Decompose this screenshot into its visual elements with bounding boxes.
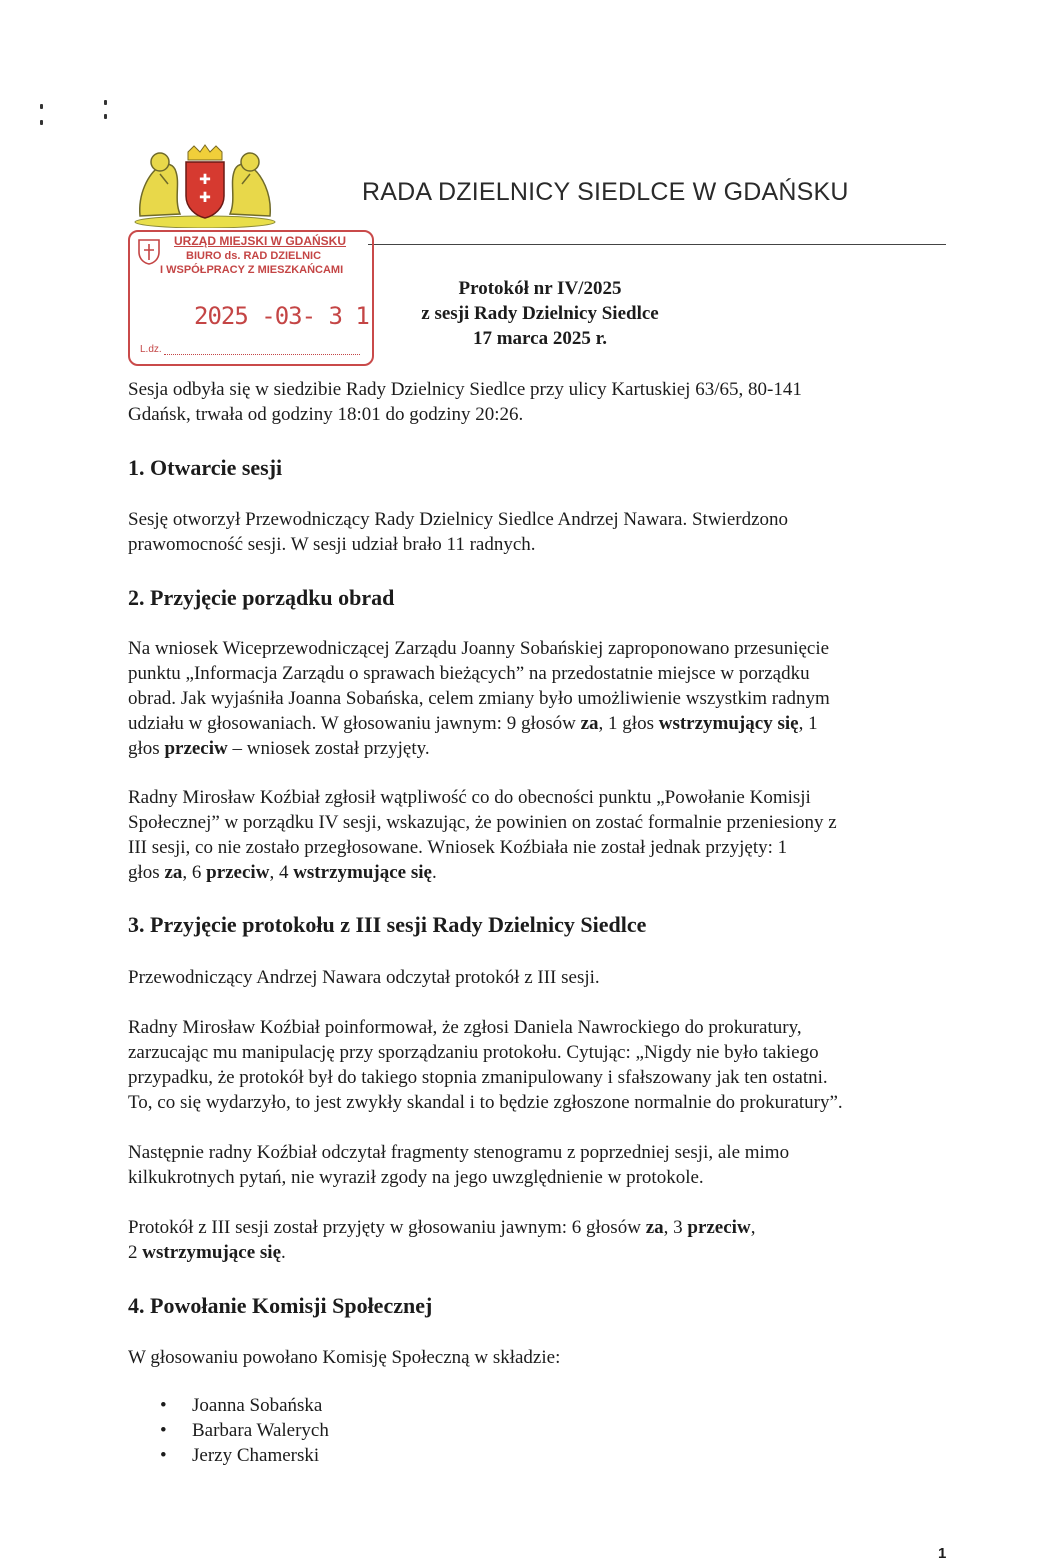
- vote-against: przeciw: [687, 1217, 751, 1238]
- text-line: Na wniosek Wiceprzewodniczącej Zarządu Joanny Sobańskiej zaproponowano przesunięcie: [128, 638, 830, 659]
- section-2-paragraph-1: [128, 636, 958, 761]
- section-3-paragraph-4: [128, 1215, 958, 1265]
- speck: [40, 104, 43, 109]
- text-line: Społecznej” w porządku IV sesji, wskazując, że powinien on zostać formalnie przeniesiony z: [128, 812, 837, 833]
- text-line: Następnie radny Koźbiał odczytał fragmenty stenogramu z poprzedniej sesji, ale mimo: [128, 1142, 790, 1163]
- text-line: Sesja odbyła się w siedzibie Rady Dzielnicy Siedlce przy ulicy Kartuskiej 63/65, 80-141: [128, 379, 802, 400]
- vote-for: za: [580, 713, 599, 734]
- section-2-heading: 2. Przyjęcie porządku obrad: [128, 585, 395, 610]
- vote-abstain: wstrzymujące się: [293, 862, 432, 883]
- text-line: Przewodniczący Andrzej Nawara odczytał protokół z III sesji.: [128, 967, 600, 988]
- organization-title: RADA DZIELNICY SIEDLCE W GDAŃSKU: [362, 178, 849, 206]
- speck: [104, 114, 107, 119]
- text-run: – wniosek został przyjęty.: [227, 738, 430, 759]
- stamp-emblem-icon: [136, 236, 162, 266]
- text-line: [128, 860, 958, 885]
- intro-paragraph: [128, 377, 958, 427]
- text-line: Gdańsk, trwała od godziny 18:01 do godziny 20:26.: [128, 404, 524, 425]
- section-4-heading: 4. Powołanie Komisji Społecznej: [128, 1293, 433, 1318]
- vote-against: przeciw: [206, 862, 270, 883]
- svg-text:✚: ✚: [199, 172, 211, 188]
- text-run: Protokół z III sesji został przyjęty w głosowaniu jawnym: 6 głosów: [128, 1217, 646, 1238]
- scan-specks: [36, 98, 116, 128]
- section-3-paragraph-2: [128, 1015, 958, 1115]
- stamp-department: BIURO ds. RAD DZIELNIC: [186, 250, 322, 262]
- text-line: To, co się wydarzyło, to jest zwykły skandal i to będzie zgłoszone normalnie do prokuratury”.: [128, 1092, 843, 1113]
- gdansk-crest-logo: [130, 144, 280, 228]
- text-run: ,: [750, 1217, 756, 1238]
- section-1-heading: 1. Otwarcie sesji: [128, 455, 283, 480]
- text-run: , 1 głos: [598, 713, 659, 734]
- text-line: [128, 1215, 958, 1240]
- text-line: Sesję otworzył Przewodniczący Rady Dzielnicy Siedlce Andrzej Nawara. Stwierdzono: [128, 509, 789, 530]
- text-line: W głosowaniu powołano Komisję Społeczną w składzie:: [128, 1347, 561, 1368]
- svg-text:✚: ✚: [199, 190, 211, 206]
- text-run: głos: [128, 738, 165, 759]
- text-line: Radny Mirosław Koźbiał poinformował, że zgłosi Daniela Nawrockiego do prokuratury,: [128, 1017, 802, 1038]
- section-2-paragraph-2: [128, 785, 958, 885]
- vote-for: za: [164, 862, 183, 883]
- stamp-date: 2025 -03- 3 1: [194, 302, 369, 330]
- text-run: , 4: [269, 862, 294, 883]
- protocol-heading: [380, 276, 700, 351]
- stamp-ldz-label: L.dz.: [140, 344, 162, 355]
- speck: [40, 120, 43, 125]
- text-line: punktu „Informacja Zarządu o sprawach bieżących” na przedostatnie miejsce w porządku: [128, 663, 810, 684]
- text-run: .: [431, 862, 437, 883]
- protocol-date: 17 marca 2025 r.: [472, 328, 608, 349]
- text-line: [128, 736, 958, 761]
- text-run: udziału w głosowaniach. W głosowaniu jawnym: 9 głosów: [128, 713, 581, 734]
- text-run: , 6: [182, 862, 207, 883]
- text-line: obrad. Jak wyjaśniła Joanna Sobańska, celem zmiany było umożliwienie wszystkim radnym: [128, 688, 830, 709]
- vote-abstain: wstrzymujące się: [142, 1242, 282, 1263]
- protocol-subtitle: z sesji Rady Dzielnicy Siedlce: [421, 303, 659, 324]
- text-line: zarzucając mu manipulację przy sporządzaniu protokołu. Cytując: „Nigdy nie było takiego: [128, 1042, 819, 1063]
- list-item: • Barbara Walerych: [160, 1418, 329, 1443]
- section-3-heading: 3. Przyjęcie protokołu z III sesji Rady Dzielnicy Siedlce: [128, 912, 647, 937]
- text-line: [128, 1240, 958, 1265]
- registration-stamp: [128, 230, 374, 366]
- stamp-department-cont: I WSPÓŁPRACY Z MIESZKAŃCAMI: [160, 264, 344, 276]
- text-run: , 3: [663, 1217, 688, 1238]
- section-3-paragraph-1: [128, 965, 958, 990]
- stamp-ldz-line: [164, 354, 360, 355]
- section-1-paragraph: [128, 507, 958, 557]
- protocol-number: Protokół nr IV/2025: [458, 278, 622, 299]
- list-item: • Jerzy Chamerski: [160, 1443, 329, 1468]
- text-run: 2: [128, 1242, 143, 1263]
- commission-members-list: [160, 1393, 329, 1468]
- text-run: głos: [128, 862, 165, 883]
- text-line: [128, 711, 958, 736]
- header-divider: [368, 244, 946, 245]
- vote-against: przeciw: [164, 738, 228, 759]
- vote-for: za: [645, 1217, 664, 1238]
- section-4-paragraph: [128, 1345, 958, 1370]
- text-line: III sesji, co nie zostało przegłosowane. Wniosek Koźbiała nie został jednak przyjęty: 1: [128, 837, 788, 858]
- text-line: przypadku, że protokół był do takiego stopnia zmanipulowany i sfałszowany jak ten ostatni.: [128, 1067, 828, 1088]
- text-run: .: [281, 1242, 286, 1263]
- text-line: prawomocność sesji. W sesji udział brało 11 radnych.: [128, 534, 536, 555]
- text-line: kilkukrotnych pytań, nie wyraził zgody na jego uwzględnienie w protokole.: [128, 1167, 704, 1188]
- stamp-office-name: URZĄD MIEJSKI W GDAŃSKU: [174, 234, 347, 248]
- vote-abstain: wstrzymujący się: [658, 713, 799, 734]
- speck: [104, 100, 107, 105]
- section-3-paragraph-3: [128, 1140, 958, 1190]
- text-line: Radny Mirosław Koźbiał zgłosił wątpliwość co do obecności punktu „Powołanie Komisji: [128, 787, 811, 808]
- page-number: 1: [938, 1545, 947, 1562]
- list-item: • Joanna Sobańska: [160, 1393, 329, 1418]
- text-run: , 1: [798, 713, 818, 734]
